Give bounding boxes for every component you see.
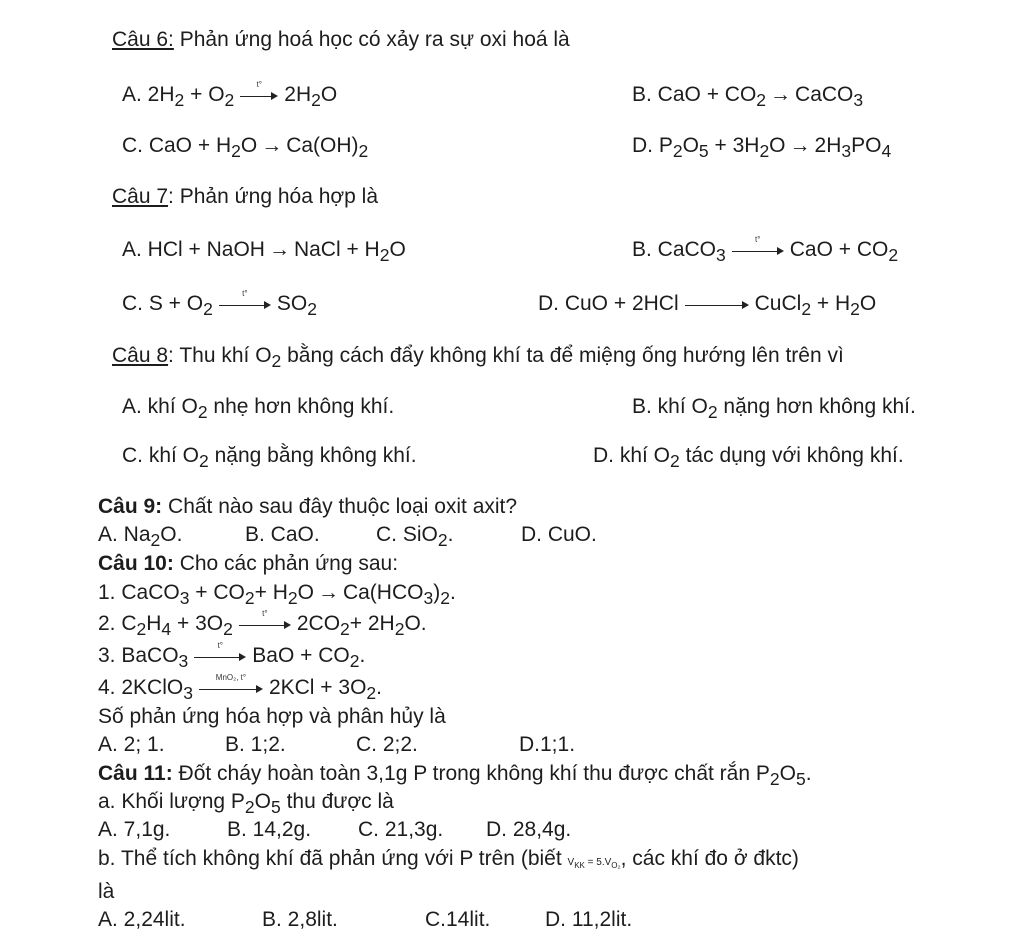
question-7-title <box>112 185 378 209</box>
arrow-icon <box>685 296 749 312</box>
question-6-label: Câu 6: <box>112 28 174 51</box>
question-10-label: Câu 10: <box>98 552 174 575</box>
reaction-2: 2. $C_2H_4 + 3O_2$ t° $2CO_2+ 2H_2O$. <box>98 609 427 640</box>
q8-option-a[interactable]: A. khí $O_2$ nhẹ hơn không khí. <box>122 395 395 423</box>
q10-option-a[interactable]: A. 2; 1. <box>98 733 165 756</box>
q9-option-c[interactable]: C. SiO$_2$. <box>376 523 454 551</box>
q7-option-d[interactable]: D. CuO + 2HCl CuCl$_2$ + $H_2O$ <box>538 292 877 320</box>
volume-formula: $V_{KK} = 5.V_{O_2}$ <box>567 857 621 870</box>
heat-arrow-icon: t° <box>239 616 291 632</box>
q7-option-b[interactable]: B. CaCO$_3$ t° CaO + $CO_2$ <box>632 235 899 266</box>
q11b-option-b[interactable]: B. 2,8lit. <box>262 908 338 931</box>
q11a-option-c[interactable]: C. 21,3g. <box>358 818 444 841</box>
q9-option-b[interactable]: B. CaO. <box>245 523 320 546</box>
arrow-icon: → <box>268 238 290 261</box>
q11a-option-d[interactable]: D. 28,4g. <box>486 818 572 841</box>
q9-option-a[interactable]: A. $Na_2O$. <box>98 523 183 551</box>
question-8-title: Câu 8: Thu khí $O_2$ bằng cách đẩy không khí ta để miệng ống hướng lên trên vì <box>112 344 844 372</box>
heat-arrow-icon: t° <box>219 296 271 312</box>
q10-option-d[interactable]: D.1;1. <box>519 733 576 756</box>
question-11b-prompt: b. Thể tích không khí đã phản ứng với P trên (biết $V_{KK} = 5.V_{O_2}$, các khí đo ở đktc) <box>98 847 799 870</box>
question-6-title <box>112 28 570 52</box>
reaction-1: 1. CaCO$_3$ + $CO_2+ H_2O \to Ca(HCO_3)_2$. <box>98 581 456 609</box>
question-11-label: Câu 11: <box>98 762 173 785</box>
q6-option-c[interactable]: C. CaO + $H_2O \to Ca(OH)_2$ <box>122 134 369 162</box>
q11b-option-c[interactable]: C.14lit. <box>425 908 491 931</box>
question-11-title: Câu 11: Đốt cháy hoàn toàn 3,1g P trong không khí thu được chất rắn $P_2O_5$. <box>98 762 812 790</box>
q8-option-d[interactable]: D. khí $O_2$ tác dụng với không khí. <box>593 444 904 472</box>
question-7-label: Câu 7 <box>112 185 169 208</box>
q10-option-c[interactable]: C. 2;2. <box>356 733 418 756</box>
reaction-4: 4. 2KClO$_3$ MnO₂, t° $2KCl + 3O_2$. <box>98 673 382 704</box>
catalyst-arrow-icon: MnO₂, t° <box>199 680 263 696</box>
heat-arrow-icon: t° <box>732 242 784 258</box>
q7-option-a[interactable]: A. HCl + NaOH → NaCl + $H_2O$ <box>122 238 406 266</box>
question-6-text: Phản ứng hoá học có xảy ra sự oxi hoá là <box>173 28 570 51</box>
q6-option-a[interactable]: A. $2H_2 + O_2$ t° $2H_2O$ <box>122 80 338 111</box>
question-8-label: Câu 8 <box>112 344 169 367</box>
heat-arrow-icon: t° <box>194 648 246 664</box>
q10-option-b[interactable]: B. 1;2. <box>225 733 286 756</box>
q11b-option-a[interactable]: A. 2,24lit. <box>98 908 186 931</box>
q8-option-b[interactable]: B. khí $O_2$ nặng hơn không khí. <box>632 395 916 423</box>
reaction-3: 3. BaCO$_3$ t° BaO + $CO_2$. <box>98 641 366 672</box>
question-7-text: : Phản ứng hóa hợp là <box>168 185 379 208</box>
q11a-option-a[interactable]: A. 7,1g. <box>98 818 171 841</box>
q11b-option-d[interactable]: D. 11,2lit. <box>545 908 633 931</box>
arrow-icon: → <box>261 134 283 157</box>
question-9-title: Câu 9: Chất nào sau đây thuộc loại oxit axit? <box>98 495 518 518</box>
arrow-icon: → <box>317 581 339 604</box>
q6-option-b[interactable]: B. CaO + $CO_2$ → CaCO$_3$ <box>632 83 864 111</box>
q8-option-c[interactable]: C. khí $O_2$ nặng bằng không khí. <box>122 444 417 472</box>
question-10-title: Câu 10: Cho các phản ứng sau: <box>98 552 399 575</box>
question-9-label: Câu 9: <box>98 495 163 518</box>
arrow-icon: → <box>789 134 811 157</box>
question-10-prompt: Số phản ứng hóa hợp và phân hủy là <box>98 705 446 728</box>
question-11b-prompt-cont: là <box>98 880 115 903</box>
q6-option-d[interactable]: D. $P_2O_5 + 3H_2O \to 2H_3PO_4$ <box>632 134 892 162</box>
q11a-option-b[interactable]: B. 14,2g. <box>227 818 312 841</box>
question-11a-prompt: a. Khối lượng $P_2O_5$ thu được là <box>98 790 394 818</box>
arrow-icon: → <box>770 83 792 106</box>
q7-option-c[interactable]: C. $S + O_2$ t° $SO_2$ <box>122 289 317 320</box>
q9-option-d[interactable]: D. CuO. <box>521 523 597 546</box>
heat-arrow-icon: t° <box>240 87 278 103</box>
